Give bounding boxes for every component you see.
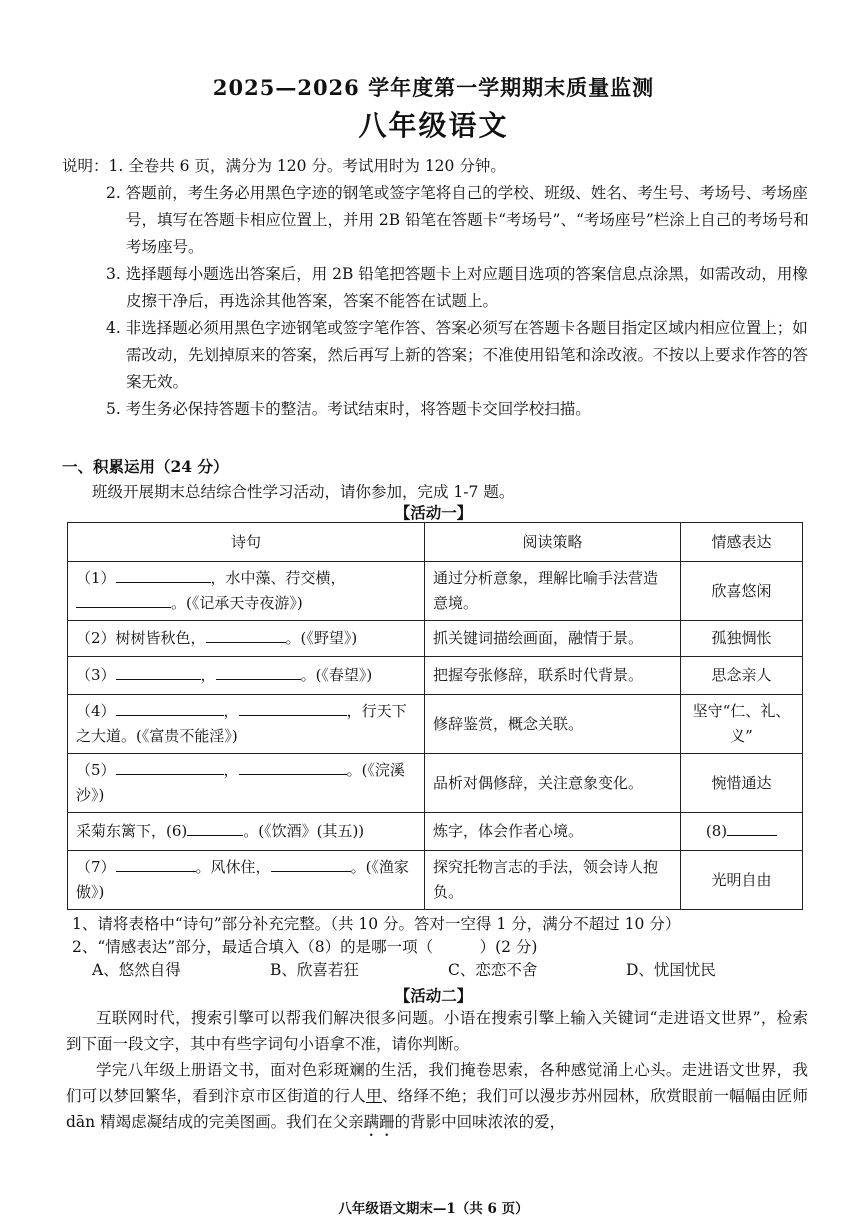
poem-table xyxy=(67,522,803,910)
header-poem: 诗句 xyxy=(68,523,425,562)
strategy-cell: 把握夸张修辞，联系时代背景。 xyxy=(425,657,681,695)
emotion-cell: 光明自由 xyxy=(681,851,803,910)
page-footer: 八年级语文期末—1（共 6 页） xyxy=(338,1201,529,1217)
emotion-cell: (8) xyxy=(681,813,803,851)
option-c[interactable]: C、恋恋不舍 xyxy=(448,961,538,979)
poem-cell: （1） ，水中藻、荇交横， 。(《记承天寺夜游》) xyxy=(68,562,425,621)
poem-cell: （4） ， ，行天下之大道。(《富贵不能淫》) xyxy=(68,695,425,754)
table-row xyxy=(68,562,803,621)
answer-blank[interactable] xyxy=(116,758,224,775)
answer-blank[interactable] xyxy=(187,819,243,836)
answer-blank[interactable] xyxy=(271,855,351,872)
instruction-item: 3. 选择题每小题选出答案后，用 2B 铅笔把答题卡上对应题目选项的答案信息点涂黑，如需改动，用橡皮擦干净后，再选涂其他答案，答案不能答在试题上。 xyxy=(106,265,808,310)
activity-two-intro: 互联网时代，搜索引擎可以帮我们解决很多问题。小语在搜索引擎上输入关键词“走进语文世界”，检索到下面一段文字，其中有些字词句小语拿不准，请你判断。 xyxy=(66,1009,808,1053)
poem-cell: （5） ， 。(《浣溪沙》) xyxy=(68,754,425,813)
exam-subject: 八年级语文 xyxy=(358,109,509,142)
exam-title: 2025—2026 学年度第一学期期末质量监测 xyxy=(212,75,655,100)
emotion-cell: 孤独惆怅 xyxy=(681,621,803,657)
table-row xyxy=(68,754,803,813)
instruction-item: 说明：1. 全卷共 6 页，满分为 120 分。考试用时为 120 分钟。 xyxy=(62,157,506,175)
poem-cell: （3） ， 。(《春望》) xyxy=(68,657,425,695)
header-emotion: 情感表达 xyxy=(681,523,803,562)
section-heading: 一、积累运用（24 分） xyxy=(62,457,229,476)
poem-cell: （7） 。风休住， 。(《渔家傲》) xyxy=(68,851,425,910)
strategy-cell: 品析对偶修辞，关注意象变化。 xyxy=(425,754,681,813)
instruction-item: 2. 答题前，考生务必用黑色字迹的钢笔或签字笔将自己的学校、班级、姓名、考生号、考场号、考场座号，填写在答题卡相应位置上，并用 2B 铅笔在答题卡“考场号”、“考场座号”栏涂上自己的考场号和考场座号。 xyxy=(106,184,809,256)
poem-cell: 采菊东篱下，(6) 。(《饮酒》(其五)) xyxy=(68,813,425,851)
emotion-cell: 欣喜悠闲 xyxy=(681,562,803,621)
answer-blank[interactable] xyxy=(116,663,201,680)
instructions-label: 说明： xyxy=(62,157,109,175)
blank-jia: 甲 xyxy=(366,1087,382,1105)
table-row xyxy=(68,695,803,754)
emotion-cell: 惋惜通达 xyxy=(681,754,803,813)
table-row xyxy=(68,851,803,910)
strategy-cell: 探究托物言志的手法，领会诗人抱负。 xyxy=(425,851,681,910)
answer-blank[interactable] xyxy=(76,591,171,608)
answer-blank[interactable] xyxy=(727,819,777,836)
answer-blank[interactable] xyxy=(216,663,301,680)
option-a[interactable]: A、悠然自得 xyxy=(92,961,181,979)
emotion-cell: 坚守“仁、礼、义” xyxy=(681,695,803,754)
table-row xyxy=(68,621,803,657)
dotted-word: 蹒跚 xyxy=(363,1113,395,1131)
poem-cell: （2）树树皆秋色， 。(《野望》) xyxy=(68,621,425,657)
answer-blank[interactable] xyxy=(239,699,347,716)
table-row xyxy=(68,813,803,851)
strategy-cell: 炼字，体会作者心境。 xyxy=(425,813,681,851)
question-1: 1、请将表格中“诗句”部分补充完整。（共 10 分。答对一空得 1 分，满分不超过 10 分） xyxy=(72,915,681,933)
section-intro: 班级开展期末总结综合性学习活动，请你参加，完成 1-7 题。 xyxy=(92,483,515,501)
strategy-cell: 修辞鉴赏，概念关联。 xyxy=(425,695,681,754)
answer-blank[interactable] xyxy=(116,566,211,583)
strategy-cell: 抓关键词描绘画面，融情于景。 xyxy=(425,621,681,657)
answer-blank[interactable] xyxy=(239,758,347,775)
option-d[interactable]: D、忧国忧民 xyxy=(626,961,716,979)
table-header-row xyxy=(68,523,803,562)
strategy-cell: 通过分析意象，理解比喻手法营造意境。 xyxy=(425,562,681,621)
header-strategy: 阅读策略 xyxy=(425,523,681,562)
question-2: 2、“情感表达”部分，最适合填入（8）的是哪一项（ ）(2 分) xyxy=(72,938,538,956)
answer-blank[interactable] xyxy=(206,626,286,643)
activity-one-title: 【活动一】 xyxy=(394,503,473,522)
answer-blank[interactable] xyxy=(116,699,224,716)
answer-blank[interactable] xyxy=(116,855,196,872)
option-b[interactable]: B、欣喜若狂 xyxy=(270,961,359,979)
instructions xyxy=(62,153,822,423)
emotion-cell: 思念亲人 xyxy=(681,657,803,695)
activity-two-title: 【活动二】 xyxy=(394,986,473,1005)
instruction-item: 4. 非选择题必须用黑色字迹钢笔或签字笔作答、答案必须写在答题卡各题目指定区域内相应位置上；如需改动，先划掉原来的答案，然后再写上新的答案；不准使用铅笔和涂改液。不按以上要求作答的答案无效。 xyxy=(106,319,809,391)
instruction-item: 5. 考生务必保持答题卡的整洁。考试结束时，将答题卡交回学校扫描。 xyxy=(106,400,591,418)
activity-two-passage: 学完八年级上册语文书，面对色彩斑斓的生活，我们掩卷思索，各种感觉涌上心头。走进语文世界，我们可以梦回繁华，看到汴京市区街道的行人甲、络绎不绝；我们可以漫步苏州园林，欣赏眼前一幅幅由匠师 dān 精竭虑凝结成的完美图画。我们在父亲蹒跚的背影中回味浓浓的爱， xyxy=(66,1061,808,1131)
table-row xyxy=(68,657,803,695)
